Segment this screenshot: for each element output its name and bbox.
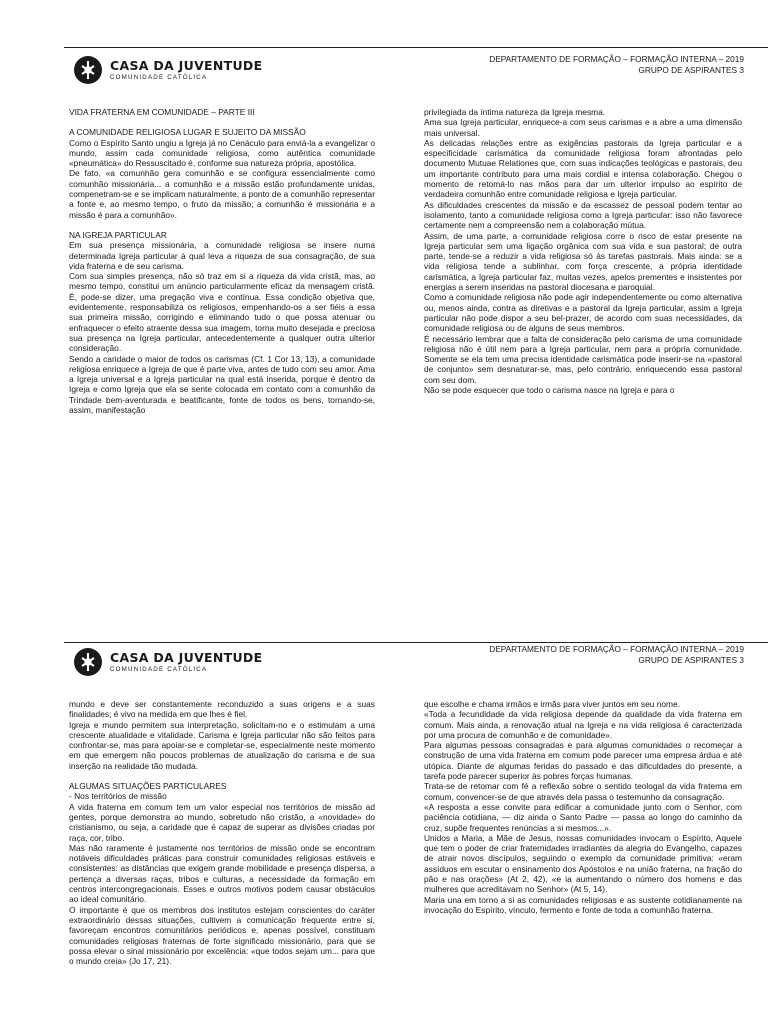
header-info	[489, 54, 744, 76]
paragraph: De fato, «a comunhão gera comunhão e se configura essencialmente como comunhão missionária... a comunhão e a missão estão profundamente unidas, compenetram-se e se implicam naturalmente, a ponto de a comunhão representar a fonte e, ao mesmo tempo, o fruto da missão; a comunhão é missionária e a missão é para a comunhão».	[69, 168, 375, 220]
paragraph: «Toda a fecundidade da vida religiosa depende da qualidade da vida fraterna em comum. Mais ainda, a renovação atual na Igreja e na vida religiosa é caracterizada por uma procura de comunhão e de comunidade».	[424, 709, 742, 740]
brand-name: CASA DA JUVENTUDE	[110, 57, 263, 73]
paragraph: Ama sua Igreja particular, enriquece-a com seus carismas e a abre a uma dimensão mais universal.	[424, 117, 742, 138]
group-label: GRUPO DE ASPIRANTES 3	[638, 65, 744, 75]
paragraph: Unidos a Maria, a Mãe de Jesus, nossas comunidades invocam o Espírito, Aquele que tem o poder de criar fraternidades irradiantes da alegria do Evangelho, capazes de atrair novos discípulos, seguindo o exemplo da comunidade primitiva: «eram assíduos em escutar o ensinamento dos Apóstolos e na união fraterna, na fração do pão e nas orações» (At 2, 42), «e ia aumentando o número dos homens e das mulheres que acreditavam no Senhor» (At 5, 14).	[424, 832, 742, 895]
brand	[74, 56, 262, 84]
header-rule	[64, 47, 768, 48]
paragraph: O importante é que os membros dos institutos estejam conscientes do caráter extraordinário dessas situações, cultivem a comunicação frequente entre si, favoreçam encontros comunitários periódicos e, apenas possível, constituam comunidades religiosas fraternas de forte significado missionário, para que se possa elevar o sinal missionário por excelência: «que todos sejam um... para que o mundo creia» (Jo 17, 21).	[69, 904, 375, 967]
header-rule	[64, 642, 768, 643]
casa-da-juventude-logo-icon	[74, 648, 102, 676]
paragraph: - Nos territórios de missão	[69, 791, 167, 802]
brand-subtitle: COMUNIDADE CATÓLICA	[110, 665, 208, 673]
brand	[74, 648, 262, 676]
paragraph: que escolhe e chama irmãos e irmãs para viver juntos em seu nome.	[424, 699, 681, 709]
department-label: DEPARTAMENTO DE FORMAÇÃO – FORMAÇÃO INTERNA – 2019	[489, 54, 744, 64]
paragraph: Com sua simples presença, não só traz em si a riqueza da vida cristã, mas, ao mesmo tempo, constitui um anúncio particularmente eficaz da mensagem cristã. É, pode-se dizer, uma pregação viva e contínua. Essa condição objetiva que, evidentemente, responsabiliza os religiosos, empenhando-os a ser fiéis a essa sua primeira missão, corrigindo e eliminando tudo o que possa atenuar ou enfraquecer o efeito atraente dessa sua imagem, torna muito desejada e preciosa sua presença na Igreja particular, antecedentemente a qualquer outra ulterior consideração.	[69, 271, 375, 354]
paragraph: Para algumas pessoas consagradas e para algumas comunidades o recomeçar a construção de uma vida fraterna em comum pode parecer uma empresa árdua e até utópica. Diante de algumas feridas do passado e das dificuldades do presente, a tarefa pode parecer superior às pobres forças humanas.	[424, 740, 742, 782]
paragraph: Assim, de uma parte, a comunidade religiosa corre o risco de estar presente na Igreja particular sem uma ligação orgânica com sua vida e sua pastoral; de outra parte, tende-se a reduzir a vida religiosa só às tarefas pastorais. Mais ainda: se a vida religiosa tende a sublinhar, com força crescente, a própria identidade carismática, a Igreja particular faz, muitas vezes, apelos prementes e insistentes por energias a serem inseridas na pastoral diocesana e paroquial.	[424, 230, 742, 293]
section-heading: NA IGREJA PARTICULAR	[69, 229, 167, 240]
group-label: GRUPO DE ASPIRANTES 3	[638, 655, 744, 665]
page2-left-column	[69, 699, 375, 966]
section-heading: VIDA FRATERNA EM COMUNIDADE – PARTE III	[69, 107, 255, 117]
paragraph: mundo e deve ser constantemente reconduzido a suas origens e a suas finalidades; é vivo na medida em que lhes é fiel.	[69, 699, 375, 720]
paragraph: Maria una em torno a si as comunidades religiosas e as sustente cotidianamente na invocação do Espírito, vínculo, fermento e fonte de toda a comunhão fraterna.	[424, 894, 742, 915]
page1-left-column	[69, 107, 375, 415]
brand-subtitle: COMUNIDADE CATÓLICA	[110, 73, 208, 81]
header-info	[489, 644, 744, 666]
section-heading: ALGUMAS SITUAÇÕES PARTICULARES	[69, 781, 227, 792]
paragraph: Não se pode esquecer que todo o carisma nasce na Igreja e para o	[424, 385, 675, 396]
paragraph: A vida fraterna em comum tem um valor especial nos territórios de missão ad gentes, porque demonstra ao mundo, sobretudo não cristão, a «novidade» do cristianismo, ou seja, a caridade que é capaz de superar as divisões criadas por raça, cor, tribo.	[69, 801, 375, 843]
paragraph: As dificuldades crescentes da missão e da escassez de pessoal podem tentar ao isolamento, tanto a comunidade religiosa como a Igreja particular: isso não favorece certamente nem a compreensão nem a colaboração mútua.	[424, 199, 742, 231]
paragraph: Trata-se de retomar com fé a reflexão sobre o sentido teologal da vida fraterna em comum, convencer-se de que através dela passa o testemunho da consagração.	[424, 781, 742, 802]
paragraph: Sendo a caridade o maior de todos os carismas (Cf. 1 Cor 13, 13), a comunidade religiosa enriquece a Igreja de que é parte viva, antes de tudo com seu amor. Ama a Igreja universal e a Igreja particular na qual está inserida, porque é dentro da Igreja e como Igreja que ela se sente colocada em contato com a comunhão da Trindade bem-aventurada e beatificante, fonte de todos os bens, tornando-se, assim, manifestação	[69, 353, 375, 416]
page1-right-column	[424, 107, 742, 395]
page2-right-column	[424, 699, 742, 915]
brand-name: CASA DA JUVENTUDE	[110, 649, 263, 665]
paragraph: Igreja e mundo permitem sua interpretação, solicitam-no e o estimulam a uma crescente atualidade e vitalidade. Carisma e Igreja particular não são feitos para confrontar-se, mas para apoiar-se e completar-se, especialmente neste momento em que emergem não poucos problemas de atualização do carisma e de sua inserção na realidade tão mudada.	[69, 719, 375, 771]
section-heading: A COMUNIDADE RELIGIOSA LUGAR E SUJEITO DA MISSÃO	[69, 127, 306, 138]
paragraph: Em sua presença missionária, a comunidade religiosa se insere numa determinada Igreja particular à qual leva a riqueza de sua consagração, de sua vida fraterna e de seu carisma.	[69, 240, 375, 271]
paragraph: privilegiada da íntima natureza da Igreja mesma.	[424, 107, 606, 117]
paragraph: «A resposta a esse convite para edificar a comunidade junto com o Senhor, com paciência cotidiana, — diz ainda o Santo Padre — passa ao longo do caminho da cruz, supõe frequentes renúncias a si mesmos...».	[424, 801, 742, 833]
paragraph: Como a comunidade religiosa não pode agir independentemente ou como alternativa ou, menos ainda, contra as diretivas e a pastoral da Igreja particular, assim a Igreja particular não pode dispor a seu bel-prazer, de acordo com suas necessidades, da comunidade religiosa ou de alguns de seus membros.	[424, 292, 742, 334]
paragraph: Como o Espírito Santo ungiu a Igreja já no Cenáculo para enviá-la a evangelizar o mundo, assim cada comunidade religiosa, como autêntica comunidade «pneumática» do Ressuscitado é, conforme sua natureza própria, apostólica.	[69, 137, 375, 169]
paragraph: É necessário lembrar que a falta de consideração pelo carisma de uma comunidade religiosa não é útil nem para a Igreja particular, nem para a própria comunidade. Somente se ela tem uma precisa identidade carismática pode inserir-se na «pastoral de conjunto» sem desnaturar-se, mas, pelo contrário, enriquecendo essa pastoral com seu dom.	[424, 333, 742, 385]
page-2	[0, 640, 768, 1024]
casa-da-juventude-logo-icon	[74, 56, 102, 84]
paragraph: As delicadas relações entre as exigências pastorais da Igreja particular e a especificidade carismática da comunidade religiosa foram afrontadas pelo documento Mutuae Relationes que, com suas indicações teológicas e pastorais, deu um importante contributo para uma mais cordial e intensa colaboração. Chegou o momento de retomá-lo nas mãos para dar um ulterior impulso ao espírito de verdadeira comunhão entre comunidade religiosa e Igreja particular.	[424, 137, 742, 200]
paragraph: Mas não raramente é justamente nos territórios de missão onde se encontram notáveis dificuldades práticas para construir comunidades religiosas estáveis e consistentes: as distâncias que exigem grande mobilidade e presença dispersa, a pertença a diversas raças, tribos e culturas, a necessidade da formação em centros intercongregacionais. Esses e outros motivos podem causar obstáculos ao ideal comunitário.	[69, 842, 375, 905]
department-label: DEPARTAMENTO DE FORMAÇÃO – FORMAÇÃO INTERNA – 2019	[489, 644, 744, 654]
